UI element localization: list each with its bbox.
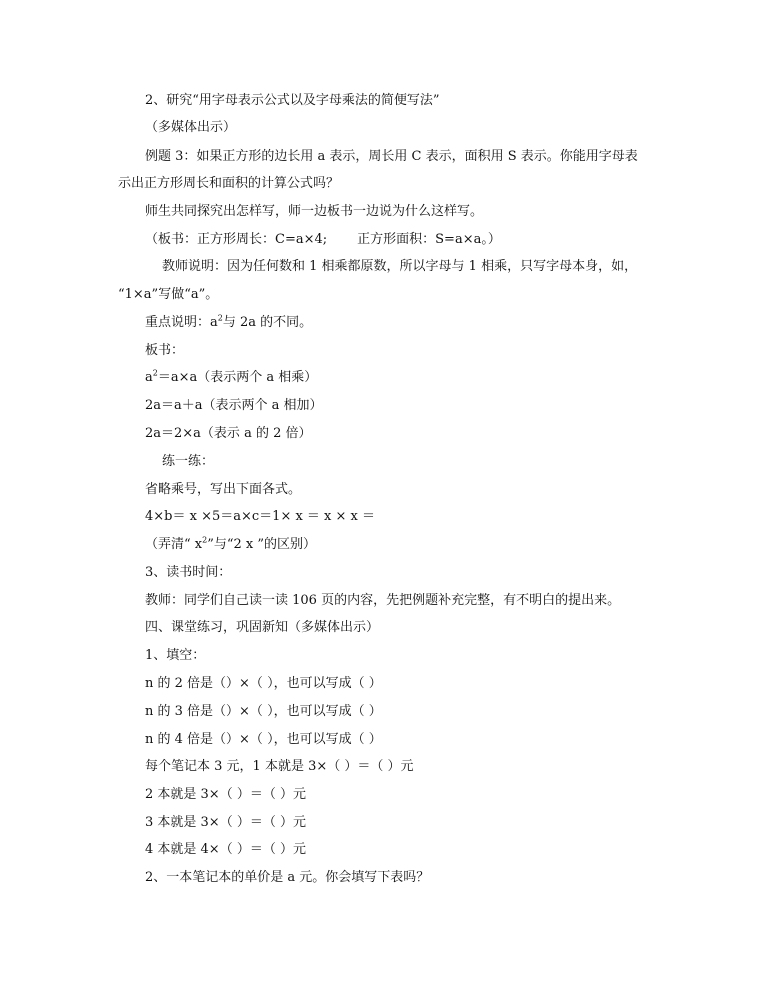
text-part: ”与“2 x ”的区别） xyxy=(207,537,317,552)
text-line: 教师：同学们自己读一读 106 页的内容，先把例题补充完整，有不明白的提出来。 xyxy=(145,593,621,608)
text-line: 练一练： xyxy=(162,454,215,469)
practice-note xyxy=(0,536,770,554)
reading-time-heading xyxy=(0,564,770,582)
superscript: 2 xyxy=(202,535,208,545)
teacher-explanation xyxy=(0,258,770,276)
text-line: n 的 3 倍是（）×（ ），也可以写成（ ） xyxy=(145,704,382,719)
fill-in-item xyxy=(0,841,770,859)
text-part: 与 2a 的不同。 xyxy=(222,315,313,330)
text-line: 示出正方形周长和面积的计算公式吗？ xyxy=(118,176,340,191)
teacher-explanation-continuation xyxy=(0,286,770,304)
fill-in-item xyxy=(0,675,770,693)
fill-in-item xyxy=(0,758,770,776)
reading-time-instruction xyxy=(0,592,770,610)
text-line: 3 本就是 3×（ ）＝（ ）元 xyxy=(145,815,306,830)
text-line: “1×a”写做“a”。 xyxy=(118,287,219,302)
example-3-paragraph xyxy=(0,148,770,166)
text-line: n 的 2 倍是（）×（ ），也可以写成（ ） xyxy=(145,676,382,691)
board-label xyxy=(0,342,770,360)
board-formulas xyxy=(0,231,770,249)
text-part: 重点说明：a xyxy=(145,315,218,330)
text-line: 2 本就是 3×（ ）＝（ ）元 xyxy=(145,787,306,802)
section-heading-formula xyxy=(0,92,770,110)
practice-heading xyxy=(0,453,770,471)
text-line: n 的 4 倍是（）×（ ），也可以写成（ ） xyxy=(145,732,382,747)
text-line: 2a＝2×a（表示 a 的 2 倍） xyxy=(145,426,312,441)
text-line: 每个笔记本 3 元，1 本就是 3×（ ）＝（ ）元 xyxy=(145,759,414,774)
multimedia-note xyxy=(0,119,770,137)
text-line: 4 本就是 4×（ ）＝（ ）元 xyxy=(145,842,306,857)
text-part: a xyxy=(145,370,153,385)
text-line: 板书： xyxy=(145,343,185,358)
area-formula: 正方形面积：S=a×a。） xyxy=(357,232,501,247)
exercise-2-heading xyxy=(0,869,770,887)
section-four-heading xyxy=(0,619,770,637)
example-3-continuation xyxy=(0,175,770,193)
text-line: 省略乘号，写出下面各式。 xyxy=(145,482,302,497)
key-point xyxy=(0,314,770,332)
text-line: 师生共同探究出怎样写，师一边板书一边说为什么这样写。 xyxy=(145,204,484,219)
practice-instruction xyxy=(0,481,770,499)
text-line: 4×b＝ x ×5＝a×c＝1× x ＝ x × x ＝ xyxy=(145,509,376,524)
text-line: 2、研究“用字母表示公式以及字母乘法的简便写法” xyxy=(145,93,440,108)
text-line: 1、填空： xyxy=(145,648,206,663)
text-part: ＝a×a（表示两个 a 相乘） xyxy=(157,370,318,385)
text-line: 2、一本笔记本的单价是 a 元。你会填写下表吗？ xyxy=(145,870,430,885)
text-line: 四、课堂练习，巩固新知（多媒体出示） xyxy=(145,620,380,635)
teacher-student-paragraph xyxy=(0,203,770,221)
text-part: （弄清“ x xyxy=(145,537,203,552)
text-line: 2a＝a＋a（表示两个 a 相加） xyxy=(145,398,323,413)
text-line: 教师说明：因为任何数和 1 相乘都原数，所以字母与 1 相乘，只写字母本身，如， xyxy=(162,259,638,274)
formula-2a-sum xyxy=(0,397,770,415)
fill-in-item xyxy=(0,786,770,804)
text-line: 例题 3：如果正方形的边长用 a 表示，周长用 C 表示，面积用 S 表示。你能用字母表 xyxy=(145,149,638,164)
formula-2a-product xyxy=(0,425,770,443)
practice-expressions xyxy=(0,508,770,526)
text-line: 3、读书时间： xyxy=(145,565,232,580)
perimeter-formula: （板书：正方形周长：C=a×4; xyxy=(145,232,328,247)
formula-a-squared xyxy=(0,369,770,387)
text-line: （多媒体出示） xyxy=(145,120,237,135)
superscript: 2 xyxy=(217,313,223,323)
fill-in-item xyxy=(0,703,770,721)
fill-in-item xyxy=(0,814,770,832)
fill-in-item xyxy=(0,731,770,749)
superscript: 2 xyxy=(152,368,158,378)
fill-in-heading xyxy=(0,647,770,665)
